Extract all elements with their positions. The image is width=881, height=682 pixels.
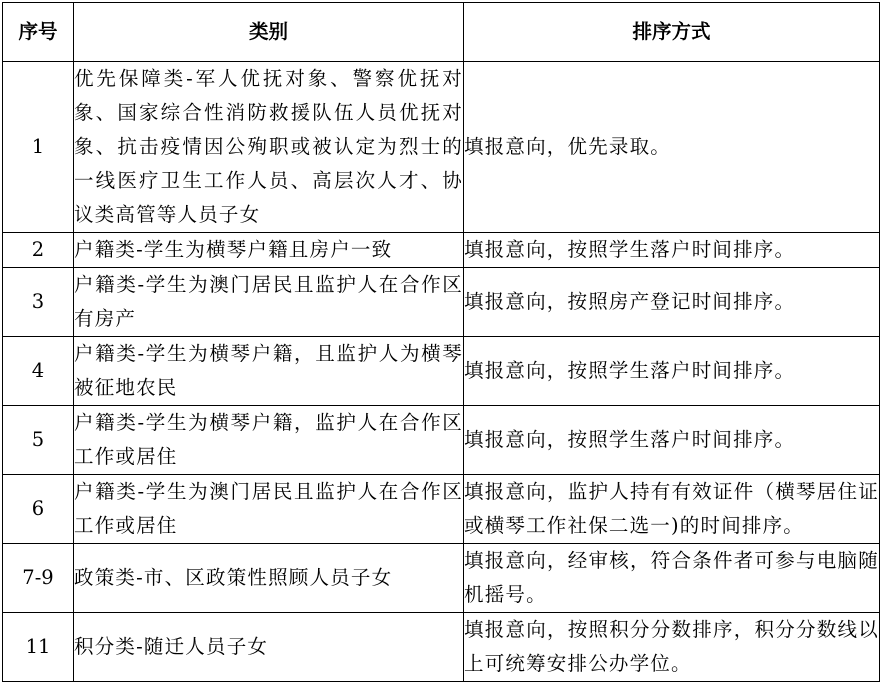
table-row (3, 544, 880, 613)
row-number: 3 (3, 268, 74, 337)
header-category: 类别 (74, 3, 464, 62)
row-category: 户籍类-学生为横琴户籍，且监护人为横琴被征地农民 (74, 337, 464, 406)
admission-order-table (2, 2, 880, 682)
row-category: 户籍类-学生为澳门居民且监护人在合作区工作或居住 (74, 475, 464, 544)
row-category: 户籍类-学生为横琴户籍，监护人在合作区工作或居住 (74, 406, 464, 475)
row-number: 5 (3, 406, 74, 475)
table-row (3, 613, 880, 682)
row-category: 优先保障类-军人优抚对象、警察优抚对象、国家综合性消防救援队伍人员优抚对象、抗击疫情因公殉职或被认定为烈士的一线医疗卫生工作人员、高层次人才、协议类高管等人员子女 (74, 62, 464, 233)
table-row (3, 337, 880, 406)
table-row (3, 406, 880, 475)
row-category: 积分类-随迁人员子女 (74, 613, 464, 682)
row-order: 填报意向，优先录取。 (464, 62, 880, 233)
table-row (3, 233, 880, 268)
row-number: 2 (3, 233, 74, 268)
row-number: 1 (3, 62, 74, 233)
table-row (3, 268, 880, 337)
row-order: 填报意向，监护人持有有效证件（横琴居住证或横琴工作社保二选一)的时间排序。 (464, 475, 880, 544)
table-header-row (3, 3, 880, 62)
row-order: 填报意向，按照积分分数排序，积分分数线以上可统筹安排公办学位。 (464, 613, 880, 682)
row-number: 11 (3, 613, 74, 682)
row-number: 4 (3, 337, 74, 406)
row-number: 7-9 (3, 544, 74, 613)
table-row (3, 475, 880, 544)
row-order: 填报意向，经审核，符合条件者可参与电脑随机摇号。 (464, 544, 880, 613)
row-category: 户籍类-学生为横琴户籍且房户一致 (74, 233, 464, 268)
header-number: 序号 (3, 3, 74, 62)
row-order: 填报意向，按照学生落户时间排序。 (464, 406, 880, 475)
row-order: 填报意向，按照房产登记时间排序。 (464, 268, 880, 337)
row-order: 填报意向，按照学生落户时间排序。 (464, 233, 880, 268)
row-number: 6 (3, 475, 74, 544)
table-row (3, 62, 880, 233)
row-order: 填报意向，按照学生落户时间排序。 (464, 337, 880, 406)
row-category: 政策类-市、区政策性照顾人员子女 (74, 544, 464, 613)
header-order: 排序方式 (464, 3, 880, 62)
row-category: 户籍类-学生为澳门居民且监护人在合作区有房产 (74, 268, 464, 337)
